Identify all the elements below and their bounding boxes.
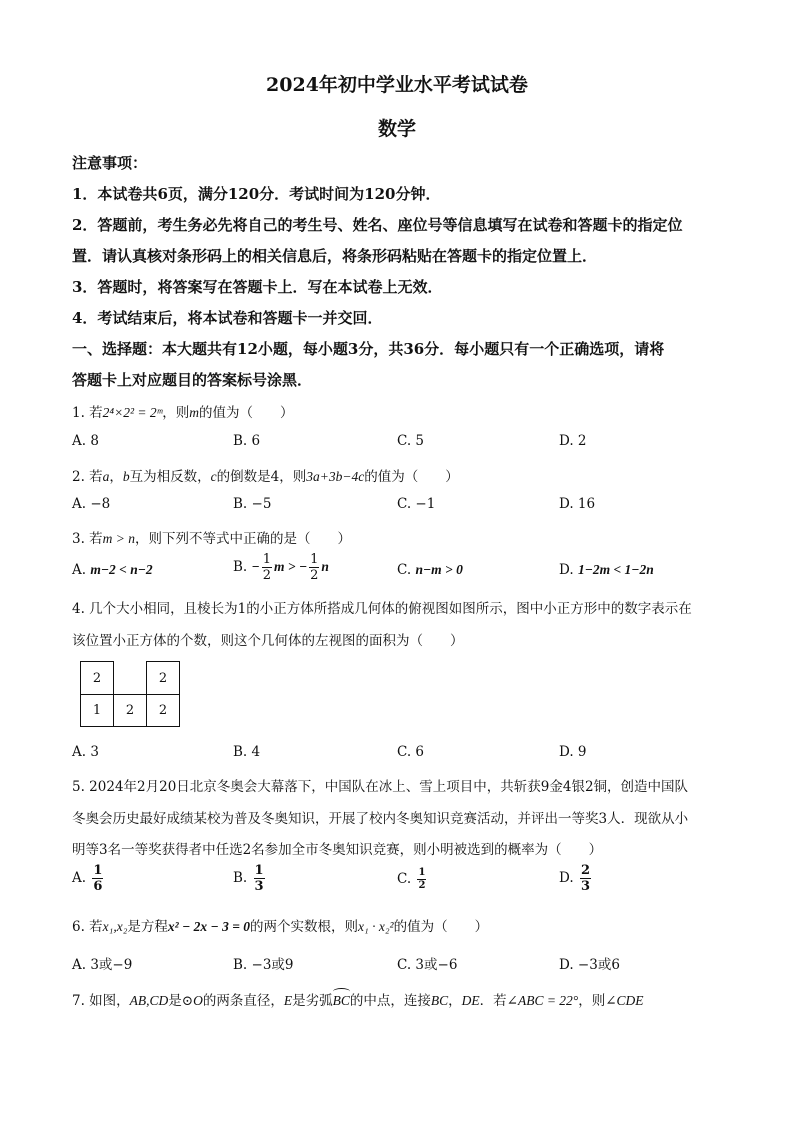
question-4-line-2: 该位置小正方体的个数，则这个几何体的左视图的面积为（ ） [72, 633, 464, 649]
q1-variable: m [189, 405, 200, 420]
q7-mid-5: ．若 [479, 993, 507, 1009]
question-3 [72, 527, 351, 547]
q6-mid-2: 的两个实数根，则 [250, 919, 359, 935]
q5-option-b-label: B. [233, 870, 248, 886]
q7-angle-abc: ∠ABC = 22° [506, 993, 579, 1008]
q5-option-b-fraction [254, 864, 265, 893]
q5-option-d-label: D. [559, 870, 574, 886]
fraction-numerator: 1 [262, 552, 271, 567]
q5-option-c [397, 868, 428, 891]
q7-segment-bc: BC [430, 993, 449, 1008]
q6-option-c: C. 3或−6 [397, 957, 458, 973]
q3-option-b-n: n [321, 559, 329, 574]
q3-option-b-gt: > − [284, 559, 308, 574]
q7-segment-de: DE [461, 993, 480, 1008]
q7-separator: ， [448, 993, 462, 1009]
q2-option-c: C. −1 [397, 496, 436, 512]
q7-arc-bc: BC [332, 993, 350, 1008]
notes-heading: 注意事项： [72, 154, 148, 172]
q4-option-d: D. 9 [559, 744, 587, 760]
q1-option-d: D. 2 [559, 433, 587, 449]
q2-expression: 3a+3b−4c [306, 469, 365, 484]
q7-mid-4: 的中点，连接 [349, 993, 431, 1009]
fraction-numerator: 1 [93, 863, 103, 878]
q3-prefix: 3. 若 [72, 531, 103, 547]
fraction-denominator: 3 [580, 879, 590, 894]
question-7 [72, 989, 644, 1009]
q7-mid-2: 的两条直径， [202, 993, 284, 1009]
q6-mid-1: 是方程 [127, 919, 168, 935]
q1-option-a: A. 8 [72, 433, 99, 449]
q6-option-b: B. −3或9 [233, 957, 294, 973]
q6-roots: x₁,x₂ [102, 919, 128, 934]
q2-suffix: 的值为（ ） [364, 469, 459, 485]
q3-option-b-neg: − [251, 559, 260, 574]
q3-option-a-expr: m−2 < n−2 [90, 562, 153, 577]
q5-option-a-fraction [92, 864, 103, 893]
q2-var-b: b [122, 469, 130, 484]
question-2 [72, 465, 459, 485]
note-item-2-line-2: 置．请认真核对条形码上的相关信息后，将条形码粘贴在答题卡的指定位置上． [72, 247, 598, 265]
q6-suffix: 的值为（ ） [393, 919, 489, 935]
q3-option-c-label: C. [397, 562, 412, 578]
grid-cell-r1c3: 2 [146, 661, 180, 695]
q5-option-d [559, 864, 593, 893]
note-item-3: 3．答题时，将答案写在答题卡上．写在本试卷上无效． [72, 278, 443, 296]
q7-mid-1: 是⊙ [168, 993, 194, 1009]
note-item-4: 4．考试结束后，将本试卷和答题卡一并交回． [72, 309, 383, 327]
q2-comma: ， [109, 469, 123, 485]
q6-option-d: D. −3或6 [559, 957, 620, 973]
q3-option-c-expr: n−m > 0 [415, 562, 463, 577]
fraction-denominator: 2 [262, 568, 271, 583]
q1-suffix: 的值为（ ） [199, 405, 294, 421]
q7-angle-cde: ∠CDE [605, 993, 644, 1008]
q1-prefix: 1. 若 [72, 405, 103, 421]
q7-center-o: O [193, 993, 203, 1008]
section-1-instructions-line-1: 一、选择题：本大题共有12小题，每小题3分，共36分．每小题只有一个正确选项，请将 [72, 340, 665, 358]
fraction-numerator: 1 [310, 552, 319, 567]
question-5-line-1: 5. 2024年2月20日北京冬奥会大幕落下，中国队在冰上、雪上项目中，共斩获9金4银2铜，创造中国队 [72, 779, 689, 795]
q4-option-b: B. 4 [233, 744, 261, 760]
q1-expression: 2⁴×2² = 2ᵐ [102, 405, 163, 420]
q7-point-e: E [283, 993, 293, 1008]
grid-cell-r2c1: 1 [80, 694, 114, 727]
q2-text-c: 的倒数是4，则 [216, 469, 307, 485]
question-1 [72, 401, 294, 421]
grid-cell-r1c1: 2 [80, 661, 114, 695]
section-1-instructions-line-2: 答题卡上对应题目的答案标号涂黑． [72, 371, 313, 389]
q1-option-c: C. 5 [397, 433, 425, 449]
q3-option-b-fraction-2 [309, 553, 319, 582]
q6-prefix: 6. 若 [72, 919, 103, 935]
note-item-1: 1．本试卷共6页，满分120分．考试时间为120分钟． [72, 185, 441, 203]
fraction-numerator: 2 [580, 863, 590, 878]
q3-suffix: ，则下列不等式中正确的是（ ） [135, 531, 352, 547]
q2-option-d: D. 16 [559, 496, 596, 512]
grid-cell-r2c3: 2 [146, 694, 180, 727]
q5-option-b [233, 864, 267, 893]
fraction-denominator: 2 [310, 568, 319, 583]
q7-mid-6: ，则 [578, 993, 606, 1009]
q7-prefix: 7. 如图， [72, 993, 130, 1009]
q3-option-d-label: D. [559, 562, 574, 578]
q5-option-c-fraction [417, 868, 426, 891]
q6-expression: x₁ · x₂² [358, 919, 394, 934]
q7-chords: AB,CD [129, 993, 169, 1008]
q1-mid: ，则 [162, 405, 190, 421]
q5-option-d-fraction [580, 864, 591, 893]
exam-title: 2024年初中学业水平考试试卷 [266, 74, 528, 96]
q4-option-c: C. 6 [397, 744, 425, 760]
q3-option-b-m: m [273, 559, 285, 574]
q3-option-a-label: A. [72, 562, 87, 578]
q3-option-d [559, 562, 654, 578]
fraction-numerator: 1 [254, 863, 264, 878]
q3-option-c [397, 562, 463, 578]
q6-option-a: A. 3或−9 [72, 957, 133, 973]
q4-option-a: A. 3 [72, 744, 99, 760]
q2-option-a: A. −8 [72, 496, 111, 512]
q2-option-b: B. −5 [233, 496, 272, 512]
question-5-line-2: 冬奥会历史最好成绩某校为普及冬奥知识，开展了校内冬奥知识竞赛活动，并评出一等奖3人．现欲从小 [72, 811, 689, 827]
q5-option-a [72, 864, 105, 893]
q2-var-c: c [210, 469, 217, 484]
q3-option-b-label: B. [233, 559, 248, 575]
q3-option-d-expr: 1−2m < 1−2n [577, 562, 654, 577]
q2-text-b: 互为相反数， [129, 469, 211, 485]
q3-option-b [233, 553, 329, 582]
grid-cell-r2c2: 2 [113, 694, 147, 727]
question-4-line-1: 4. 几个大小相同，且棱长为1的小正方体所搭成几何体的俯视图如图所示，图中小正方形中的数字表示在 [72, 601, 692, 617]
q2-var-a: a [102, 469, 110, 484]
q3-expression: m > n [102, 531, 136, 546]
q5-option-a-label: A. [72, 870, 87, 886]
q2-text-a: 2. 若 [72, 469, 103, 485]
q5-option-c-label: C. [397, 871, 412, 887]
fraction-denominator: 3 [254, 879, 264, 894]
top-view-grid [80, 661, 180, 727]
q3-option-b-fraction-1 [262, 553, 272, 582]
q7-mid-3: 是劣弧 [292, 993, 333, 1009]
question-5-line-3: 明等3名一等奖获得者中任选2名参加全市冬奥知识竞赛，则小明被选到的概率为（ ） [72, 842, 603, 858]
q1-option-b: B. 6 [233, 433, 261, 449]
fraction-denominator: 6 [93, 879, 103, 894]
q6-equation: x² − 2x − 3 = 0 [167, 919, 251, 934]
question-6 [72, 915, 488, 935]
fraction-denominator: 2 [418, 880, 426, 891]
q3-option-a [72, 562, 153, 578]
fraction-numerator: 1 [418, 867, 426, 878]
subject-title: 数学 [377, 118, 416, 140]
note-item-2-line-1: 2．答题前，考生务必先将自己的考生号、姓名、座位号等信息填写在试卷和答题卡的指定位 [72, 216, 683, 234]
